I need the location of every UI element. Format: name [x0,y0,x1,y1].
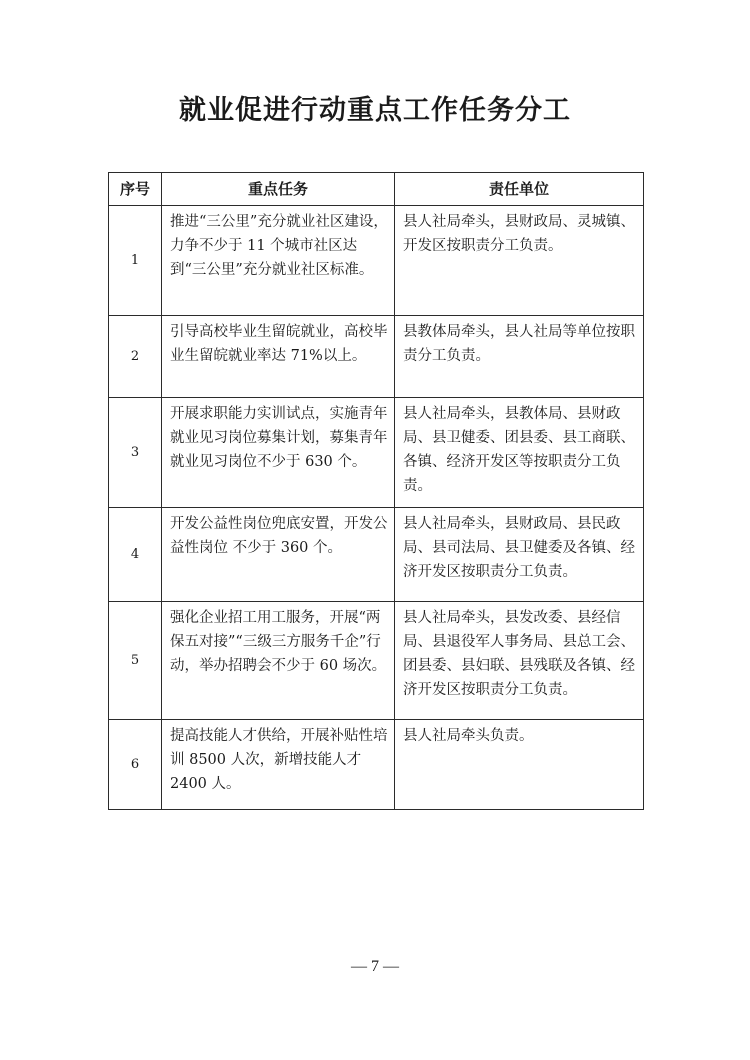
header-task: 重点任务 [162,173,395,206]
row-num: 6 [109,720,162,810]
row-task: 引导高校毕业生留皖就业，高校毕业生留皖就业率达 71%以上。 [162,316,395,398]
row-num: 5 [109,602,162,720]
table-row [109,398,644,508]
row-task: 强化企业招工用工服务，开展“两保五对接”“三级三方服务千企”行动，举办招聘会不少于 60 场次。 [162,602,395,720]
row-task: 开展求职能力实训试点，实施青年就业见习岗位募集计划，募集青年就业见习岗位不少于 630 个。 [162,398,395,508]
table-header-row [109,173,644,206]
header-unit: 责任单位 [395,173,644,206]
table-row [109,206,644,316]
header-num: 序号 [109,173,162,206]
row-task: 开发公益性岗位兜底安置，开发公益性岗位 不少于 360 个。 [162,508,395,602]
row-num: 1 [109,206,162,316]
row-task: 推进“三公里”充分就业社区建设，力争不少于 11 个城市社区达到“三公里”充分就业社区标准。 [162,206,395,316]
row-num: 3 [109,398,162,508]
row-unit: 县人社局牵头，县教体局、县财政局、县卫健委、团县委、县工商联、各镇、经济开发区等按职责分工负责。 [395,398,644,508]
document-title: 就业促进行动重点工作任务分工 [179,95,571,126]
row-num: 4 [109,508,162,602]
row-task: 提高技能人才供给，开展补贴性培训 8500 人次，新增技能人才 2400 人。 [162,720,395,810]
row-unit: 县人社局牵头，县财政局、灵城镇、开发区按职责分工负责。 [395,206,644,316]
row-unit: 县人社局牵头，县发改委、县经信局、县退役军人事务局、县总工会、团县委、县妇联、县残联及各镇、经济开发区按职责分工负责。 [395,602,644,720]
task-table [108,172,644,810]
table-row [109,508,644,602]
table-row [109,602,644,720]
table-row [109,720,644,810]
page-number: — 7 — [351,958,399,975]
row-unit: 县人社局牵头负责。 [395,720,644,810]
table-row [109,316,644,398]
row-unit: 县教体局牵头，县人社局等单位按职责分工负责。 [395,316,644,398]
row-num: 2 [109,316,162,398]
row-unit: 县人社局牵头，县财政局、县民政局、县司法局、县卫健委及各镇、经济开发区按职责分工负责。 [395,508,644,602]
